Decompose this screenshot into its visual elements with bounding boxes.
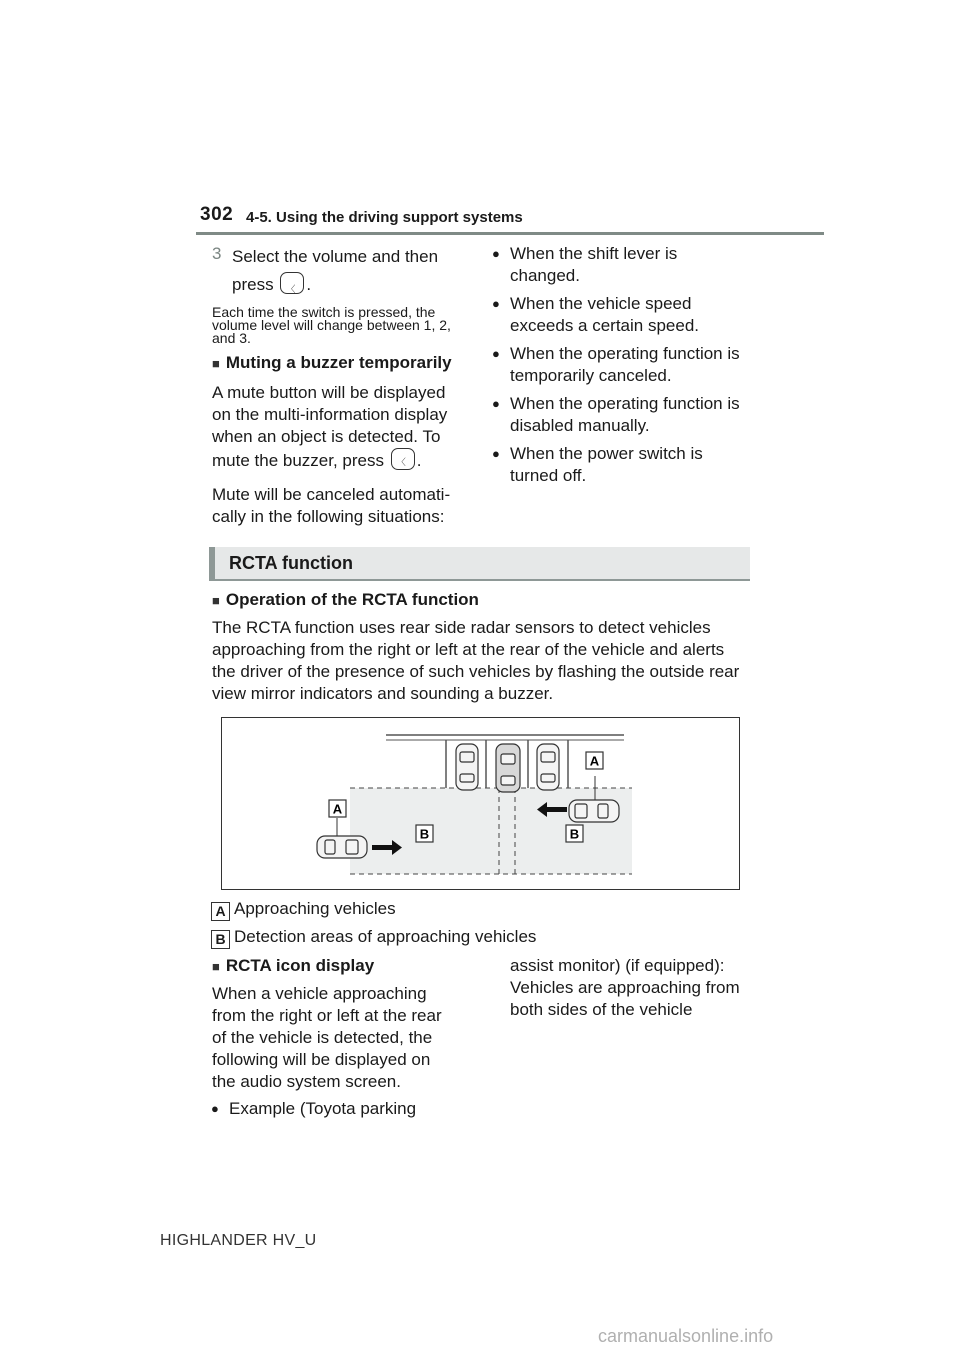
label-a-left: A bbox=[332, 801, 343, 817]
label-b-right: B bbox=[569, 826, 580, 842]
header-rule bbox=[196, 232, 824, 235]
ok-button-icon: 〈 bbox=[280, 272, 304, 294]
mute-heading: ■ Muting a buzzer temporarily bbox=[212, 352, 472, 375]
legend-key: A bbox=[211, 902, 230, 921]
legend-item-b: B Detection areas of approaching vehicles bbox=[211, 926, 741, 949]
operation-paragraph: The RCTA function uses rear side radar sensors to detect vehicles approaching from the right or left at the rear of the vehicle and alerts the driver of the presence of such vehicles by flashing the outside rear view mirror indicators and sounding a buzzer. bbox=[212, 618, 740, 703]
label-a-right: A bbox=[589, 753, 600, 769]
icon-display-paragraph: When a vehicle approaching from the right or left at the rear of the vehicle is detected, the following will be displayed on the audio system screen. bbox=[212, 984, 442, 1091]
approaching-car-right bbox=[569, 800, 619, 822]
page-number: 302 bbox=[200, 204, 234, 225]
list-item: ● When the operating function is temporarily canceled. bbox=[510, 343, 740, 387]
icon-display-heading: ■ RCTA icon display bbox=[212, 955, 472, 978]
mute-paragraph: A mute button will be displayed on the multi-information display when an object is detected. To mute the buzzer, press 〈 . bbox=[212, 383, 448, 470]
example-bullet-continued: assist monitor) (if equipped): Vehicles are approaching from both sides of the vehicle bbox=[510, 956, 740, 1019]
parked-car bbox=[456, 744, 478, 790]
section-title: RCTA function bbox=[229, 553, 353, 573]
step-text: Select the volume and then press bbox=[232, 247, 439, 294]
step-3: 3 Select the volume and then press 〈 . bbox=[212, 244, 439, 294]
parked-car bbox=[537, 744, 559, 790]
square-bullet-icon bbox=[212, 590, 226, 609]
step-number: 3 bbox=[212, 244, 222, 263]
legend-item-a: A Approaching vehicles bbox=[211, 898, 741, 921]
list-item: ● When the vehicle speed exceeds a certain speed. bbox=[510, 293, 740, 337]
list-item: ● When the shift lever is changed. bbox=[510, 243, 740, 287]
mute-cancel-paragraph: Mute will be canceled automati-cally in the following situations: bbox=[212, 485, 451, 526]
square-bullet-icon bbox=[212, 956, 226, 975]
square-bullet-icon bbox=[212, 353, 226, 372]
watermark: carmanualsonline.info bbox=[598, 1326, 774, 1346]
rcta-diagram-illustration bbox=[222, 718, 738, 888]
legend-key: B bbox=[211, 930, 230, 949]
list-item: ● When the operating function is disabled manually. bbox=[510, 393, 740, 437]
approaching-car-left bbox=[317, 836, 367, 858]
rcta-diagram bbox=[221, 717, 740, 890]
label-b-left: B bbox=[419, 826, 430, 842]
section-title-bar bbox=[209, 547, 750, 581]
example-bullet: ● Example (Toyota parking bbox=[229, 1098, 459, 1120]
ok-button-icon: 〈 bbox=[391, 448, 415, 470]
section-header-title: 4-5. Using the driving support systems bbox=[246, 209, 523, 226]
list-item: ● When the power switch is turned off. bbox=[510, 443, 740, 487]
volume-note: Each time the switch is pressed, the volume level will change between 1, 2, and 3. bbox=[212, 304, 451, 346]
operation-heading: ■ Operation of the RCTA function bbox=[212, 589, 742, 612]
footer-model: HIGHLANDER HV_U bbox=[160, 1232, 317, 1249]
